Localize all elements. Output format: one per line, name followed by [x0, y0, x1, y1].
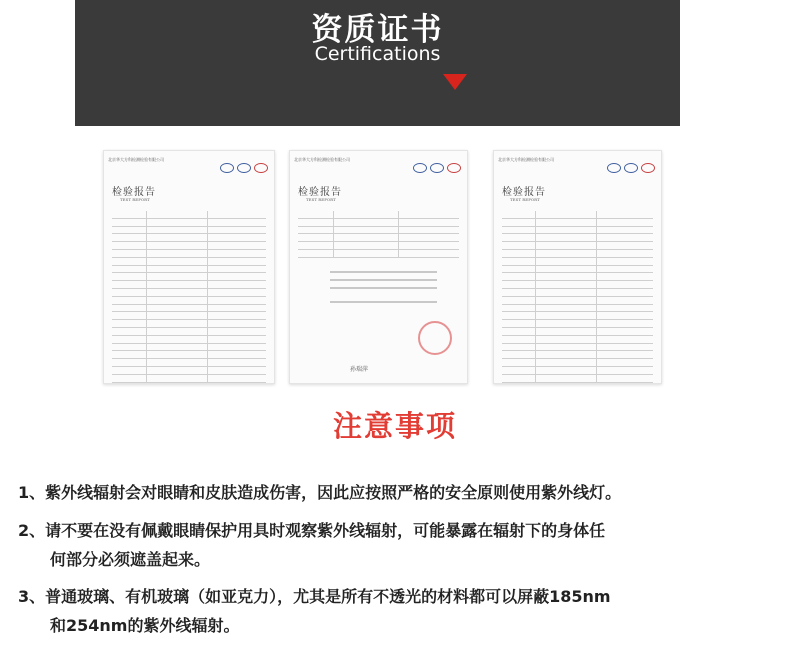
- table-row: [298, 242, 459, 250]
- table-row: [502, 242, 653, 250]
- ilac-logo-icon: [447, 163, 461, 173]
- table-row: [298, 250, 459, 258]
- notice-line: 1、紫外线辐射会对眼睛和皮肤造成伤害，因此应按照严格的安全原则使用紫外线灯。: [18, 483, 622, 502]
- table-row: [112, 211, 266, 219]
- certificate-title: 检验报告: [502, 187, 546, 198]
- table-row: [502, 351, 653, 359]
- table-row: [502, 312, 653, 320]
- table-row: [502, 266, 653, 274]
- table-row: [112, 250, 266, 258]
- table-row: [112, 297, 266, 305]
- cma-logo-icon: [607, 163, 621, 173]
- signature: 孙瑞萍: [350, 366, 369, 373]
- notice-item-2: [18, 516, 773, 574]
- table-row: [502, 320, 653, 328]
- notice-item-1: [18, 478, 773, 507]
- text-line: [330, 279, 437, 281]
- table-row: [502, 367, 653, 375]
- text-line: [330, 287, 437, 289]
- table-row: [112, 375, 266, 383]
- cnas-logo-icon: [237, 163, 251, 173]
- table-row: [502, 250, 653, 258]
- text-line: [330, 301, 437, 303]
- certificate-logos: [413, 163, 461, 173]
- table-row: [112, 227, 266, 235]
- certificate-image-1: [103, 150, 275, 384]
- certificate-table: [112, 211, 266, 383]
- certificate-title: 检验报告: [112, 187, 156, 198]
- certificate-org: 北京华大方科检测检验有限公司: [498, 157, 554, 162]
- table-row: [502, 258, 653, 266]
- notice-title: 注意事项: [332, 409, 457, 443]
- table-row: [112, 242, 266, 250]
- table-row: [298, 227, 459, 235]
- table-row: [502, 336, 653, 344]
- certificate-title: 检验报告: [298, 187, 342, 198]
- certificate-image-2: [289, 150, 468, 384]
- notice-line: 2、请不要在没有佩戴眼睛保护用具时观察紫外线辐射，可能暴露在辐射下的身体任: [18, 521, 606, 540]
- certificate-logos: [220, 163, 268, 173]
- table-row: [502, 234, 653, 242]
- table-row: [298, 211, 459, 219]
- table-row: [112, 289, 266, 297]
- certificate-subtitle: TEST REPORT: [510, 197, 540, 202]
- table-row: [112, 359, 266, 367]
- table-row: [502, 297, 653, 305]
- notice-line: 3、普通玻璃、有机玻璃（如亚克力），尤其是所有不透光的材料都可以屏蔽185nm: [18, 587, 611, 606]
- certifications-banner: [75, 0, 680, 126]
- ilac-logo-icon: [641, 163, 655, 173]
- table-row: [502, 289, 653, 297]
- certificate-table: [298, 211, 459, 258]
- ilac-logo-icon: [254, 163, 268, 173]
- down-arrow-icon: [443, 74, 467, 90]
- table-row: [112, 344, 266, 352]
- table-row: [112, 312, 266, 320]
- table-row: [112, 258, 266, 266]
- table-row: [502, 359, 653, 367]
- table-row: [112, 351, 266, 359]
- table-row: [112, 336, 266, 344]
- text-line: [330, 271, 437, 273]
- table-row: [502, 273, 653, 281]
- notice-line: 何部分必须遮盖起来。: [50, 550, 211, 569]
- banner-title: 资质证书: [311, 12, 444, 48]
- table-row: [502, 344, 653, 352]
- table-row: [112, 328, 266, 336]
- table-row: [298, 219, 459, 227]
- notice-item-3: [18, 582, 773, 640]
- table-row: [502, 227, 653, 235]
- certificate-table: [502, 211, 653, 384]
- cnas-logo-icon: [430, 163, 444, 173]
- table-row: [112, 367, 266, 375]
- table-row: [502, 375, 653, 383]
- notice-line: 和254nm的紫外线辐射。: [50, 616, 240, 635]
- table-row: [112, 266, 266, 274]
- table-row: [298, 234, 459, 242]
- table-row: [502, 219, 653, 227]
- banner-subtitle: Certifications: [314, 43, 441, 65]
- table-row: [112, 305, 266, 313]
- table-row: [502, 383, 653, 384]
- cma-logo-icon: [220, 163, 234, 173]
- table-row: [502, 305, 653, 313]
- red-seal-stamp: [418, 321, 452, 355]
- table-row: [502, 281, 653, 289]
- cma-logo-icon: [413, 163, 427, 173]
- table-row: [112, 219, 266, 227]
- table-row: [502, 211, 653, 219]
- certificate-subtitle: TEST REPORT: [120, 197, 150, 202]
- certificate-org: 北京华大方科检测检验有限公司: [108, 157, 164, 162]
- certificate-org: 北京华大方科检测检验有限公司: [294, 157, 350, 162]
- table-row: [502, 328, 653, 336]
- certificate-image-3: [493, 150, 662, 384]
- table-row: [112, 281, 266, 289]
- certificate-subtitle: TEST REPORT: [306, 197, 336, 202]
- cnas-logo-icon: [624, 163, 638, 173]
- certificate-logos: [607, 163, 655, 173]
- table-row: [112, 273, 266, 281]
- table-row: [112, 234, 266, 242]
- table-row: [112, 320, 266, 328]
